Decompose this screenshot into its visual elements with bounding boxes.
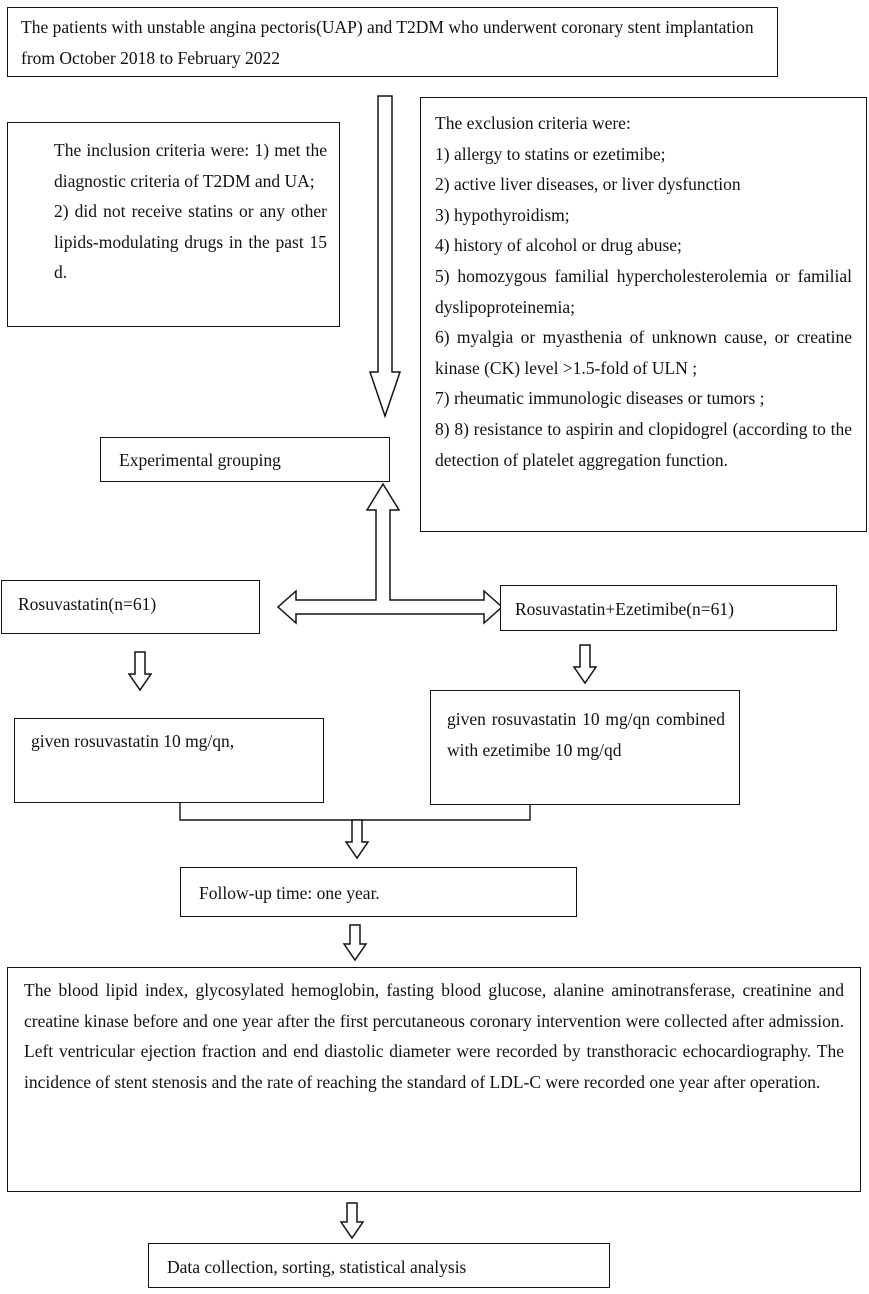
experimental-grouping-label: Experimental grouping [119,450,281,470]
arrow-down-right-arm-icon [574,645,596,683]
arm-rosuvastatin-label: Rosuvastatin(n=61) [18,594,157,614]
arrow-down-left-arm-icon [129,652,151,690]
exclusion-title: The exclusion criteria were: [435,113,631,133]
exclusion-item: 6) myalgia or myasthenia of unknown cause, or creatine kinase (CK) level >1.5-fold of ULN ; [435,327,852,378]
merge-connector-line [180,803,530,820]
exclusion-item: 4) history of alcohol or drug abuse; [435,235,682,256]
inclusion-paragraph-1: The inclusion criteria were: 1) met the diagnostic criteria of T2DM and UA; [54,140,327,191]
exclusion-item: 7) rheumatic immunologic diseases or tumors ; [435,388,765,409]
arm-rosuvastatin-box [1,580,260,634]
exclusion-criteria-box [420,97,867,532]
treatment-right-box [430,690,740,805]
inclusion-criteria-box [7,122,340,327]
followup-box [180,867,577,917]
exclusion-item: 1) allergy to statins or ezetimibe; [435,143,666,164]
arrow-down-followup-icon [344,925,366,960]
population-box [7,7,778,77]
treatment-left-text: given rosuvastatin 10 mg/qn, [31,731,235,751]
data-collection-box [148,1243,610,1288]
treatment-right-text: given rosuvastatin 10 mg/qn combined with ezetimibe 10 mg/qd [447,709,725,760]
outcomes-text: The blood lipid index, glycosylated hemoglobin, fasting blood glucose, alanine aminotransferase, creatinine and creatine kinase before and one year after the first percutaneous coronary intervention were collected after admission. Left ventricular ejection fraction and end diastolic diameter were recorded by transthoracic echocardiography. The incidence of stent stenosis and the rate of reaching the standard of LDL-C were recorded one year after operation. [24,980,844,1092]
followup-text: Follow-up time: one year. [199,883,380,903]
inclusion-paragraph-2: 2) did not receive statins or any other lipids-modulating drugs in the past 15 d. [54,201,327,282]
experimental-grouping-box [100,437,390,482]
data-collection-text: Data collection, sorting, statistical analysis [167,1257,467,1277]
exclusion-item: 5) homozygous familial hypercholesterolemia or familial dyslipoproteinemia; [435,265,852,317]
outcomes-box [7,967,861,1192]
exclusion-item: 8) 8) resistance to aspirin and clopidogrel (according to the detection of platelet aggregation function. [435,418,852,470]
arm-rosuvastatin-ezetimibe-box [500,585,837,631]
exclusion-item: 2) active liver diseases, or liver dysfunction [435,174,741,195]
arrow-down-final-icon [341,1203,363,1238]
population-text: The patients with unstable angina pectoris(UAP) and T2DM who underwent coronary stent implantation from October 2018 to February 2022 [21,17,754,68]
treatment-left-box [14,718,324,803]
arm-rosuvastatin-ezetimibe-label: Rosuvastatin+Ezetimibe(n=61) [515,599,734,619]
arrow-down-merge-icon [346,820,368,858]
exclusion-item: 3) hypothyroidism; [435,204,570,225]
arrow-down-long-icon [370,96,400,416]
